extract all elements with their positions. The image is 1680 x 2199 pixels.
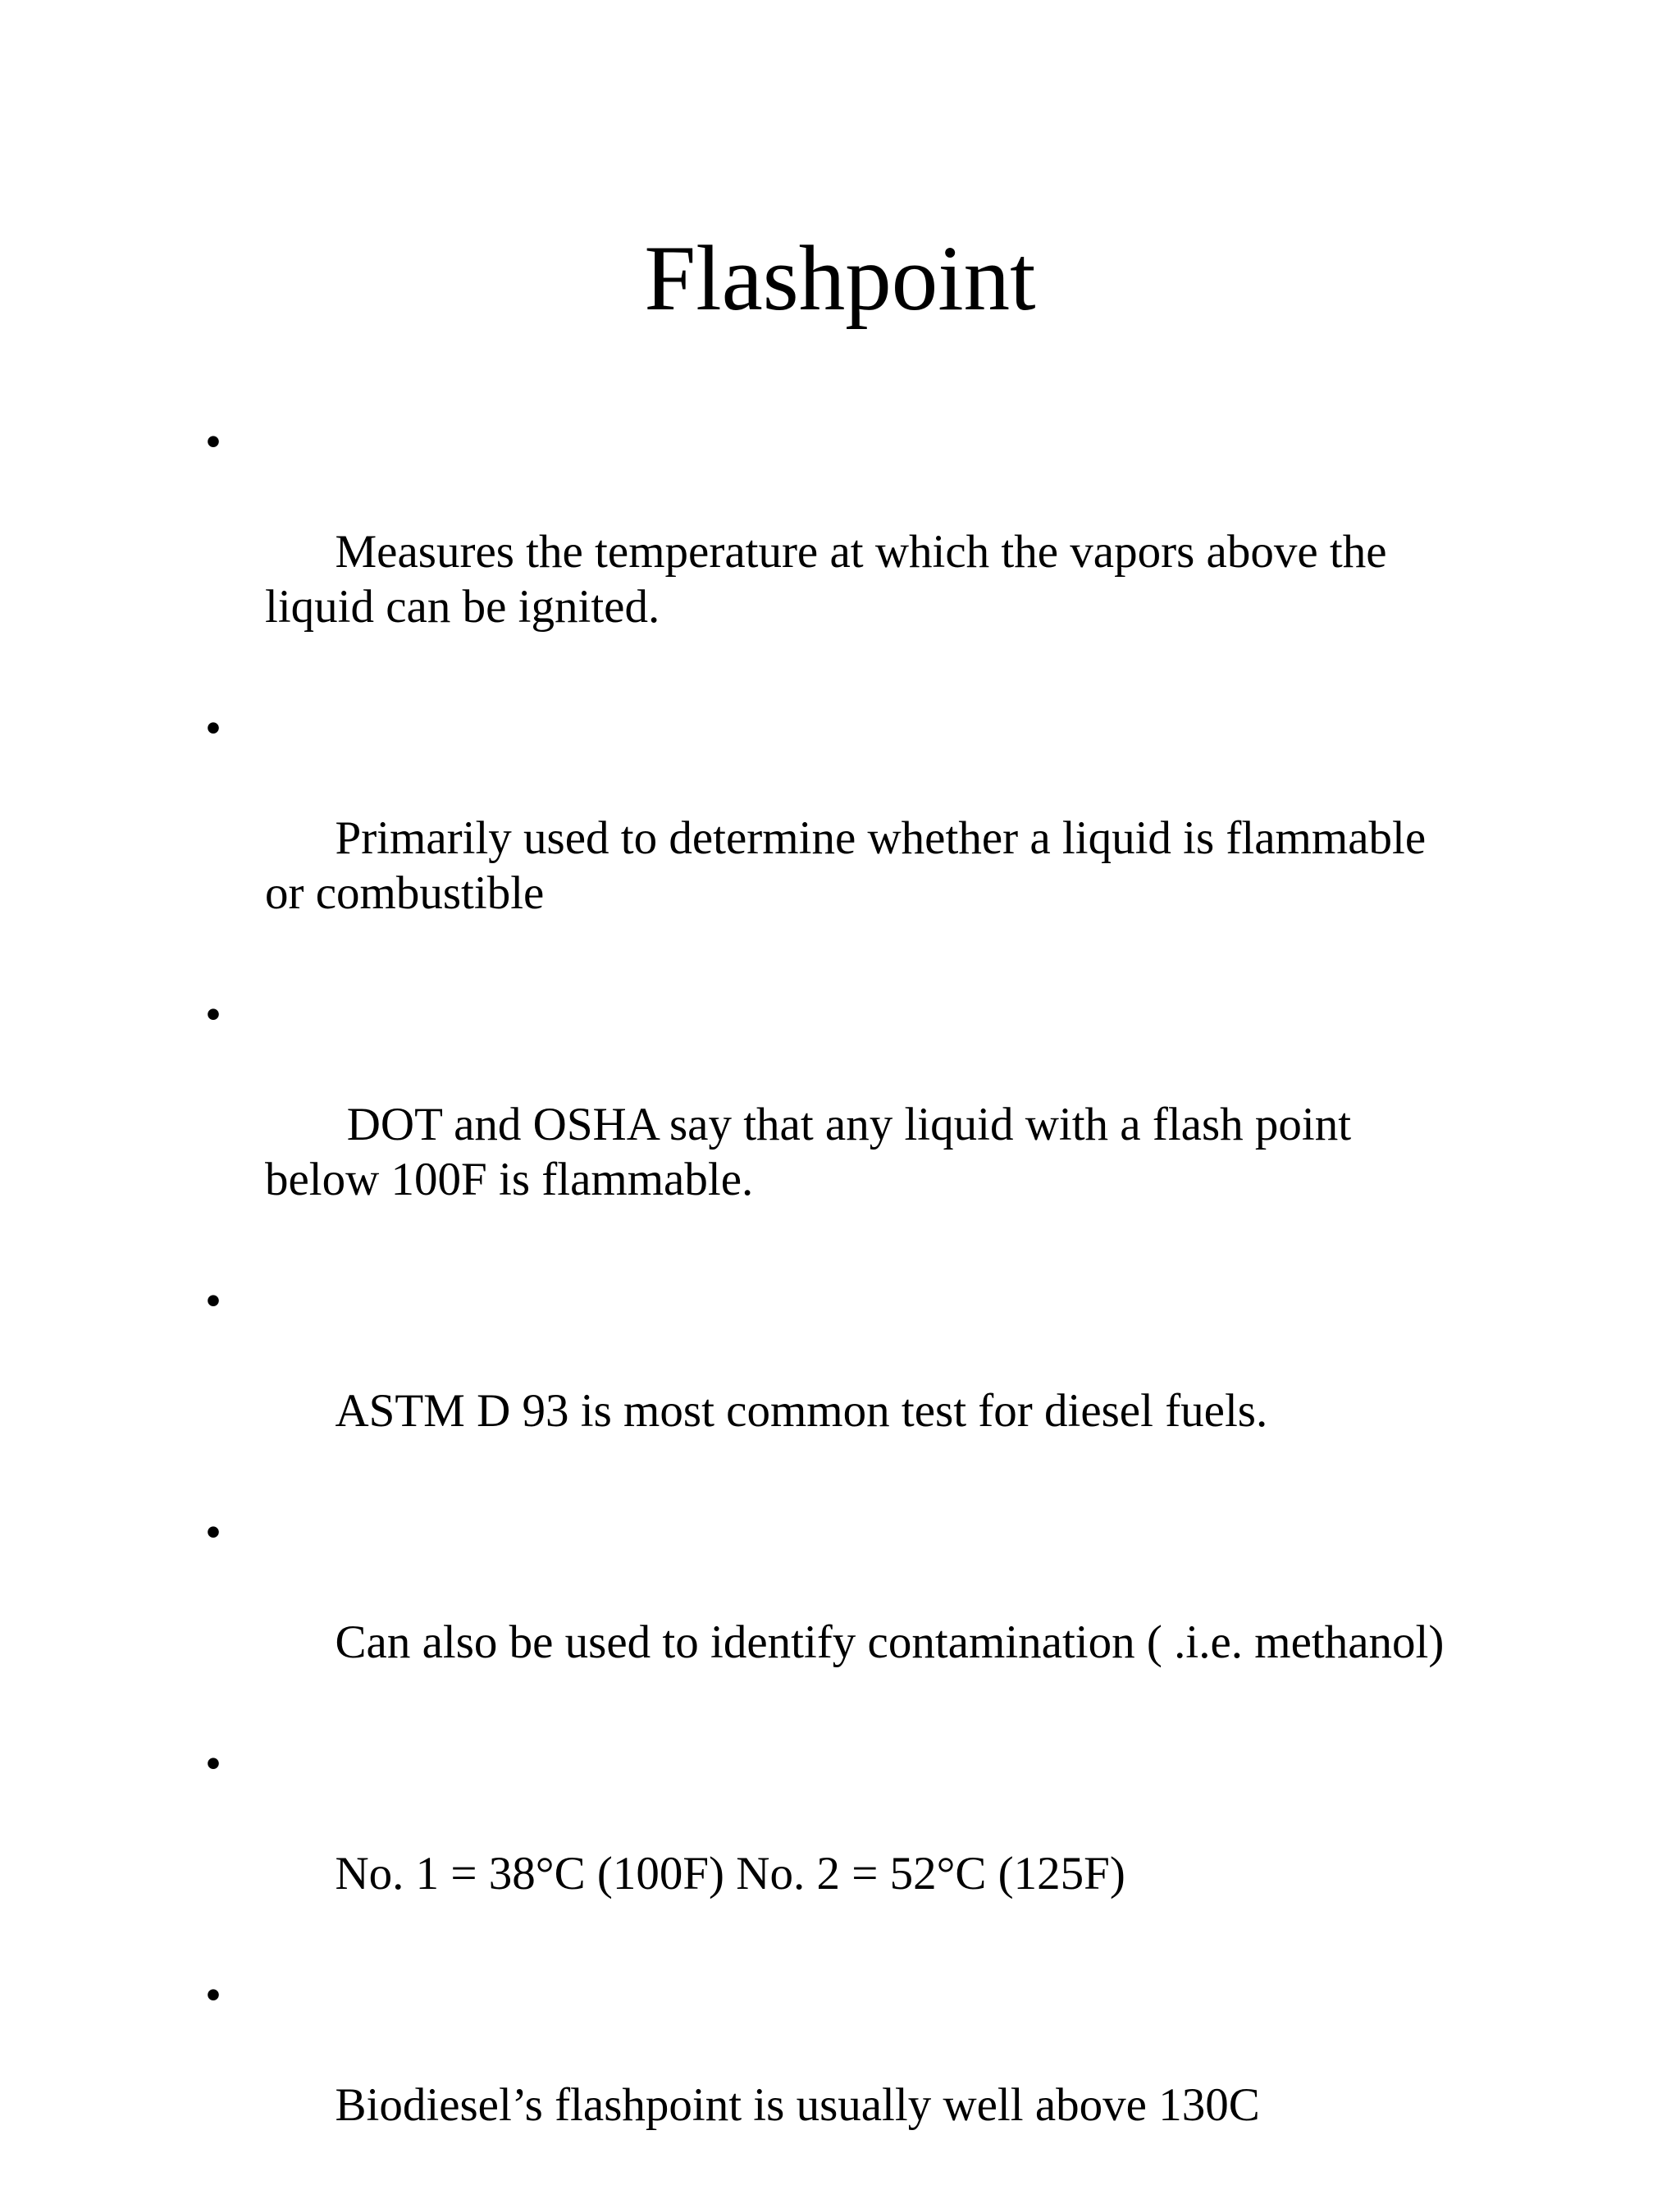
bullet-text: Primarily used to determine whether a liquid is flammable or combustible: [265, 812, 1427, 919]
bullet-item: [205, 414, 1518, 689]
bullet-text: No. 1 = 38°C (100F) No. 2 = 52°C (125F): [335, 1848, 1125, 1900]
bullet-list: [205, 414, 1518, 2199]
bullet-item: [205, 1968, 1518, 2188]
bullet-icon: •: [205, 702, 221, 754]
bullet-icon: •: [205, 1969, 221, 2021]
bullet-icon: •: [205, 416, 221, 468]
bullet-item: [205, 1736, 1518, 1956]
bullet-text: Can also be used to identify contamination ( .i.e. methanol): [335, 1616, 1445, 1668]
bullet-icon: •: [205, 989, 221, 1040]
bullet-text: Biodiesel’s flashpoint is usually well above 130C: [335, 2079, 1260, 2131]
bullet-item: [205, 987, 1518, 1262]
bullet-item: [205, 1505, 1518, 1725]
bullet-text: Measures the temperature at which the vapors above the liquid can be ignited.: [265, 526, 1387, 633]
bullet-item: [205, 701, 1518, 976]
bullet-icon: •: [205, 1275, 221, 1327]
bullet-icon: •: [205, 1738, 221, 1790]
bullet-icon: •: [205, 1506, 221, 1558]
bullet-item: [205, 1273, 1518, 1493]
bullet-text: ASTM D 93 is most common test for diesel fuels.: [335, 1385, 1268, 1437]
bullet-text: DOT and OSHA say that any liquid with a flash point below 100F is flammable.: [265, 1099, 1352, 1205]
slide-title: Flashpoint: [644, 227, 1036, 330]
